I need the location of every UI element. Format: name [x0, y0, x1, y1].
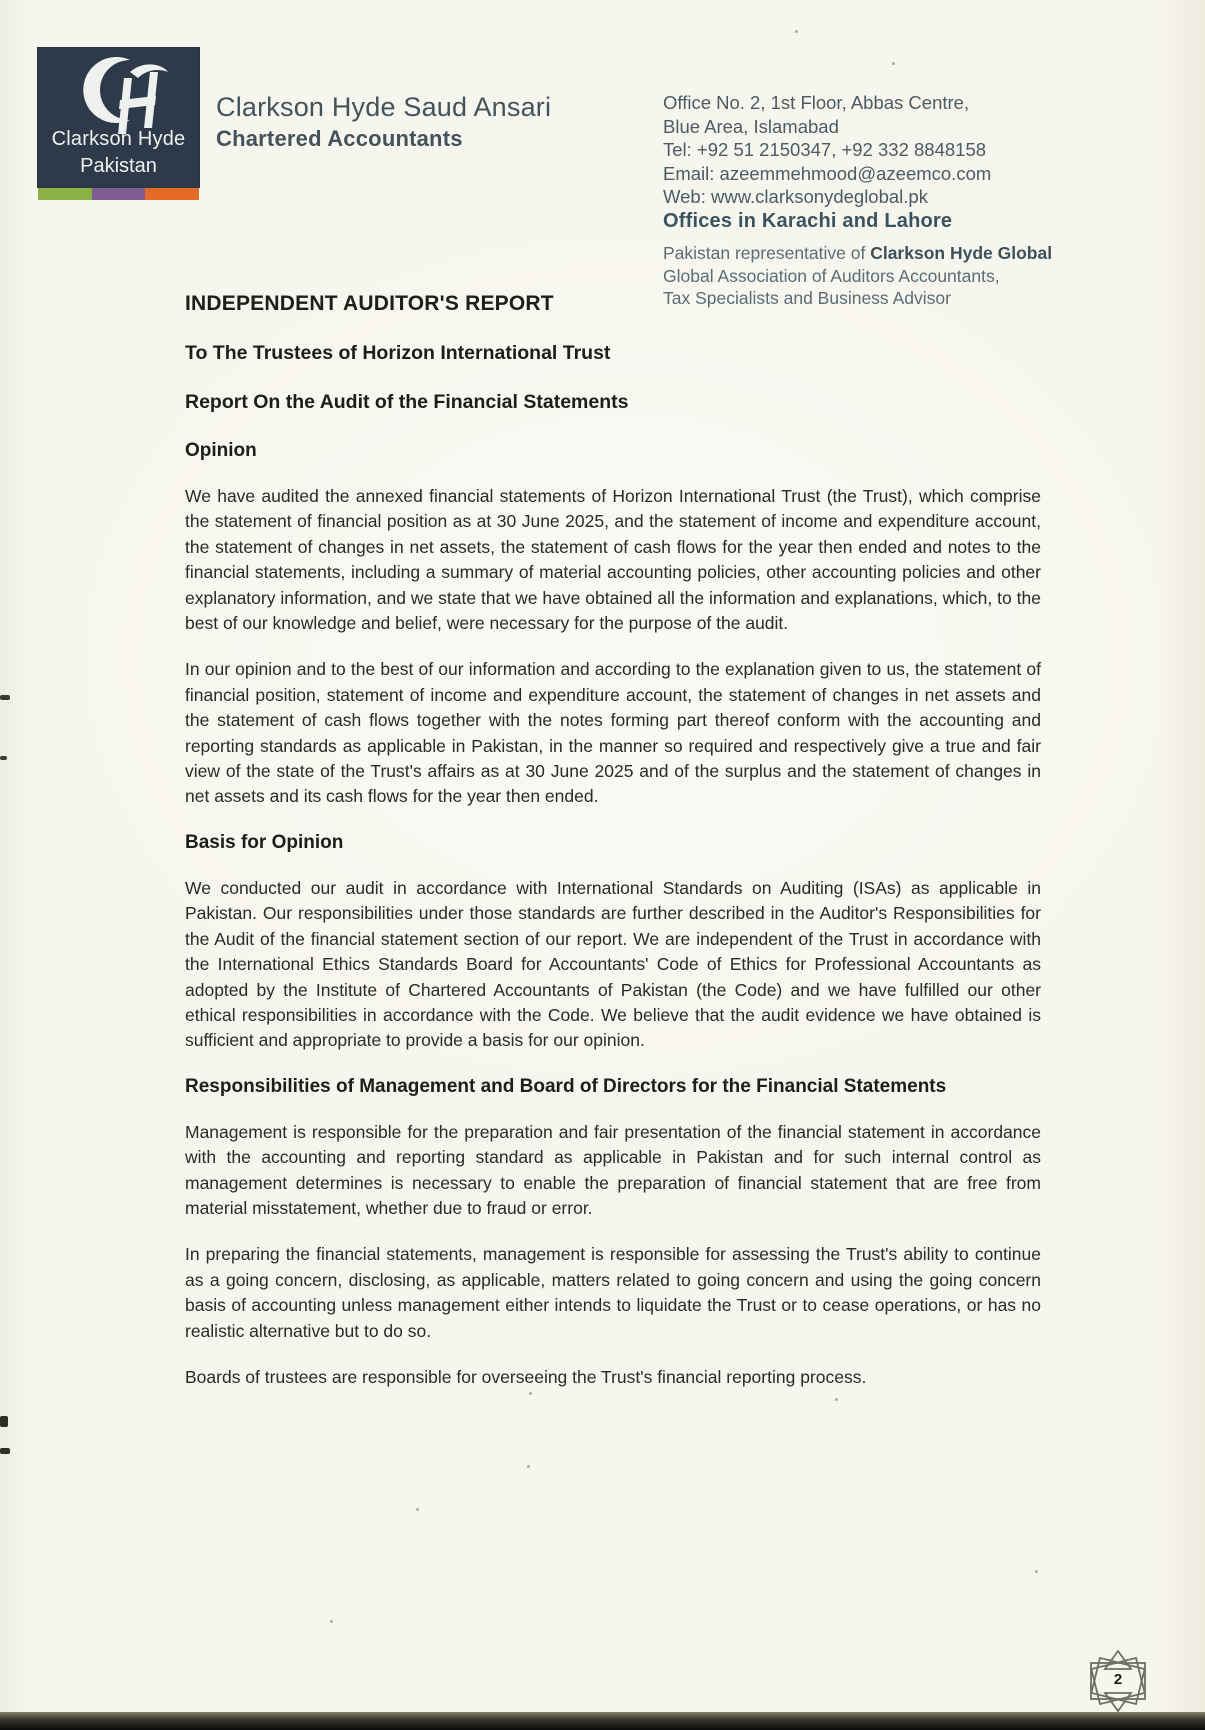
ch-monogram-icon — [68, 56, 172, 134]
report-title: INDEPENDENT AUDITOR'S REPORT — [185, 292, 554, 315]
firm-name-block — [216, 92, 551, 152]
web-line: Web: www.clarksonydeglobal.pk — [663, 186, 928, 207]
scan-mark — [0, 756, 7, 760]
address-line-2: Blue Area, Islamabad — [663, 115, 839, 137]
logo-text-pakistan: Pakistan — [80, 155, 157, 177]
email-line: Email: azeemmehmood@azeemco.com — [663, 162, 992, 184]
paragraph: Boards of trustees are responsible for overseeing the Trust's financial reporting process. — [185, 1366, 867, 1387]
firm-type: Chartered Accountants — [216, 126, 463, 151]
contact-block — [663, 91, 991, 209]
paragraph: In our opinion and to the best of our information and according to the explanation given to us, the statement of financial position, statement of income and expenditure account, the statement of changes in net assets and the statement of cash flows together with the notes forming part thereof conform with the accounting and reporting standards as applicable in Pakistan, in the manner so required and respectively give a true and fair view of the state of the Trust's affairs as at 30 June 2025 and of the surplus and the statement of changes in net assets and its cash flows for the year then ended. — [185, 659, 1041, 807]
affiliation-line-1: Pakistan representative of Clarkson Hyde Global — [663, 243, 1053, 263]
affiliation-line-3: Tax Specialists and Business Advisor — [663, 288, 951, 308]
section-heading-responsibilities: Responsibilities of Management and Board of Directors for the Financial Statements — [185, 1075, 947, 1097]
logo-text-clarkson-hyde: Clarkson Hyde — [51, 128, 186, 150]
logo-color-stripe — [38, 187, 199, 200]
section-heading-basis-for-opinion: Basis for Opinion — [185, 831, 344, 853]
paragraph: Management is responsible for the preparation and fair presentation of the financial statement in accordance with the accounting and reporting standard as applicable in Pakistan and for such internal control as management determines is necessary to enable the preparation of financial statement that are free from material misstatement, whether due to fraud or error. — [185, 1121, 1041, 1218]
page-number: 2 — [1113, 1671, 1123, 1688]
page-number-seal — [1082, 1650, 1154, 1712]
affiliation-bold-name: Clarkson Hyde Global — [870, 243, 1053, 263]
paragraph: We conducted our audit in accordance with International Standards on Auditing (ISAs) as applicable in Pakistan. Our responsibilities under those standards are further described in the Auditor's Responsibilities for the Audit of the financial statement section of our report. We are independent of the Trust in accordance with the International Ethics Standards Board for Accountants' Code of Ethics for Professional Accountants as adopted by the Institute of Chartered Accountants of Pakistan (the Code) and we have fulfilled our other ethical responsibilities in accordance with the Code. We believe that the audit evidence we have obtained is sufficient and appropriate to provide a basis for our opinion. — [185, 877, 1041, 1051]
scan-mark — [0, 695, 10, 700]
scan-mark — [0, 1416, 8, 1427]
address-line-1: Office No. 2, 1st Floor, Abbas Centre, — [663, 92, 970, 113]
logo-square — [38, 48, 199, 187]
report-body — [185, 292, 1041, 1411]
affiliation-line-2: Global Association of Auditors Accountants, — [663, 265, 1000, 286]
clarkson-hyde-logo — [38, 48, 199, 200]
report-subtitle: Report On the Audit of the Financial Statements — [185, 391, 629, 413]
scan-mark — [0, 1448, 10, 1454]
section-heading-opinion: Opinion — [185, 440, 257, 461]
firm-name: Clarkson Hyde Saud Ansari — [216, 92, 552, 122]
scan-bottom-edge — [0, 1712, 1205, 1730]
offices-heading: Offices in Karachi and Lahore — [663, 210, 953, 232]
paragraph: We have audited the annexed financial statements of Horizon International Trust (the Trust), which comprise the statement of financial position as at 30 June 2025, and the statement of income and expenditure account, the statement of changes in net assets, the statement of cash flows for the year then ended and notes to the financial statements, including a summary of material accounting policies, other accounting policies and other explanatory information, and we state that we have obtained all the information and explanations, which, to the best of our knowledge and belief, were necessary for the purpose of the audit. — [185, 486, 1041, 634]
telephone-line: Tel: +92 51 2150347, +92 332 8848158 — [663, 139, 987, 160]
report-addressee: To The Trustees of Horizon International Trust — [185, 342, 611, 364]
paragraph: In preparing the financial statements, management is responsible for assessing the Trust's ability to continue as a going concern, disclosing, as applicable, matters related to going concern and using the going concern basis of accounting unless management either intends to liquidate the Trust or to cease operations, or has no realistic alternative but to do so. — [185, 1244, 1041, 1341]
